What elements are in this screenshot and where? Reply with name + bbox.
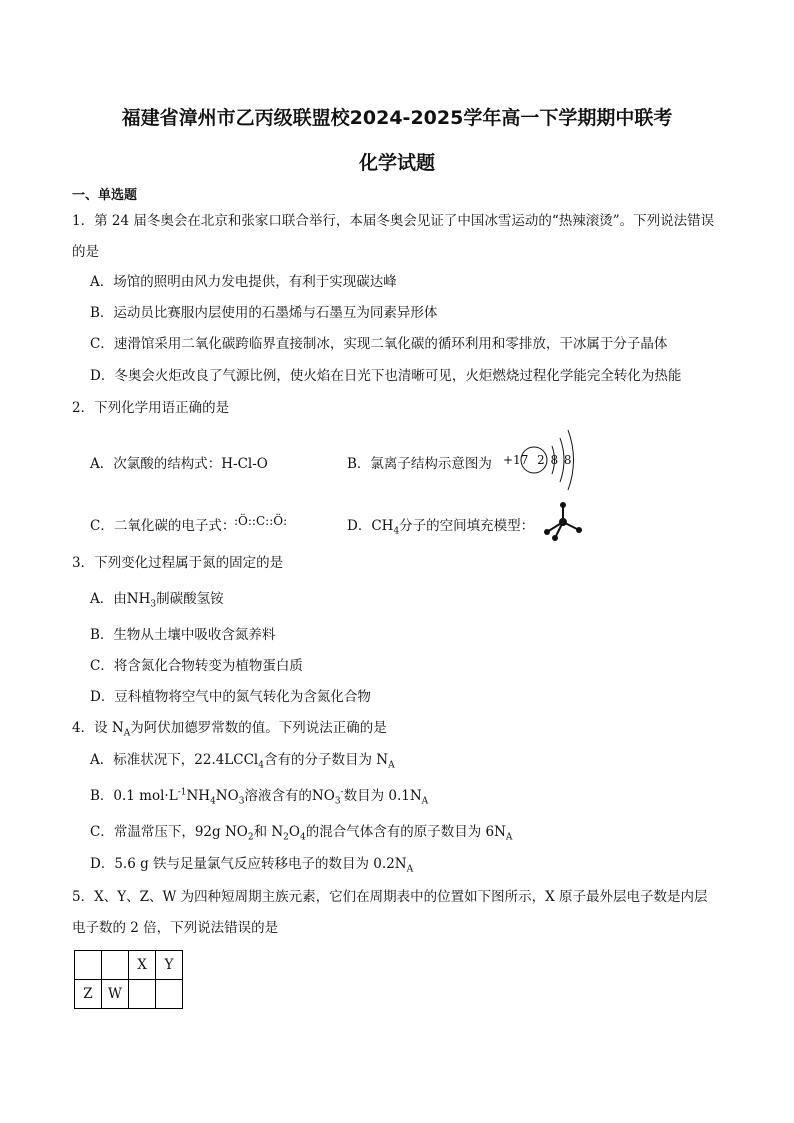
document-subtitle: 化学试题 [358, 152, 435, 174]
table-cell: W [102, 980, 129, 1009]
ion-shell-electrons: 2 8 8 [537, 453, 573, 467]
table-row [75, 951, 183, 980]
table-cell: Z [75, 980, 102, 1009]
table-cell [129, 980, 156, 1009]
ch4-space-filling-model [541, 500, 583, 542]
q2-option-a: A．次氯酸的结构式：H-Cl-O [90, 456, 268, 472]
periodic-table-fragment [74, 950, 183, 1009]
q3-stem: 3．下列变化过程属于氮的固定的是 [72, 555, 284, 571]
q4-option-a: A．标准状况下，22.4LCCl$_4$含有的分子数目为 $N_A$ [90, 752, 395, 771]
table-cell: Y [156, 951, 183, 980]
q1-stem-line1: 1．第 24 届冬奥会在北京和张家口联合举行，本届冬奥会见证了中国冰雪运动的“热辣滚烫”。下列说法错误 [72, 213, 715, 229]
q1-option-d: D．冬奥会火炬改良了气源比例，使火焰在日光下也清晰可见，火炬燃烧过程化学能完全转化为热能 [90, 368, 682, 384]
q4-option-b: B．0.1 $mol\cdot L^{-1}NH_4NO_3$溶液含有的$NO_3^-$数目为 $0.1N_A$ [90, 787, 429, 807]
q1-option-a: A．场馆的照明由风力发电提供，有利于实现碳达峰 [90, 274, 397, 290]
q2-option-d-text: D．$CH_4$分子的空间填充模型： [347, 518, 535, 537]
table-cell [102, 951, 129, 980]
q4-option-c: C．常温常压下，92g $NO_2$和 $N_2O_4$的混合气体含有的原子数目为 $6N_A$ [90, 824, 513, 843]
ion-nucleus-label: +17 [503, 453, 529, 467]
q1-stem-line2: 的是 [72, 244, 99, 260]
q5-stem-line1: 5．X、Y、Z、W 为四种短周期主族元素，它们在周期表中的位置如下图所示，X 原子最外层电子数是内层 [72, 889, 708, 905]
table-cell [156, 980, 183, 1009]
document-title: 福建省漳州市乙丙级联盟校2024-2025学年高一下学期期中联考 [121, 107, 673, 129]
table-row [75, 980, 183, 1009]
q4-option-d: D．5.6 g 铁与足量氯气反应转移电子的数目为 $0.2N_A$ [90, 856, 414, 875]
q1-option-b: B．运动员比赛服内层使用的石墨烯与石墨互为同素异形体 [90, 305, 438, 321]
q3-option-a: A．由$NH_3$制碳酸氢铵 [90, 591, 224, 610]
q2-stem: 2．下列化学用语正确的是 [72, 400, 230, 416]
q4-stem: 4．设 $N_A$为阿伏加德罗常数的值。下列说法正确的是 [72, 720, 387, 739]
q5-stem-line2: 电子数的 2 倍，下列说法错误的是 [72, 920, 279, 936]
q3-option-d: D．豆科植物将空气中的氮气转化为含氮化合物 [90, 689, 371, 705]
co2-electron-formula: :Ö::C::Ö: [234, 514, 288, 528]
q3-option-c: C．将含氮化合物转变为植物蛋白质 [90, 658, 303, 674]
table-cell [75, 951, 102, 980]
table-cell: X [129, 951, 156, 980]
section-heading: 一、单选题 [72, 188, 138, 203]
q2-option-c-text: C．二氧化碳的电子式： [90, 518, 236, 534]
q2-option-b-text: B．氯离子结构示意图为 [347, 456, 492, 472]
q1-option-c: C．速滑馆采用二氧化碳跨临界直接制冰，实现二氧化碳的循环利用和零排放，干冰属于分子晶体 [90, 336, 668, 352]
q3-option-b: B．生物从土壤中吸收含氮养料 [90, 627, 276, 643]
